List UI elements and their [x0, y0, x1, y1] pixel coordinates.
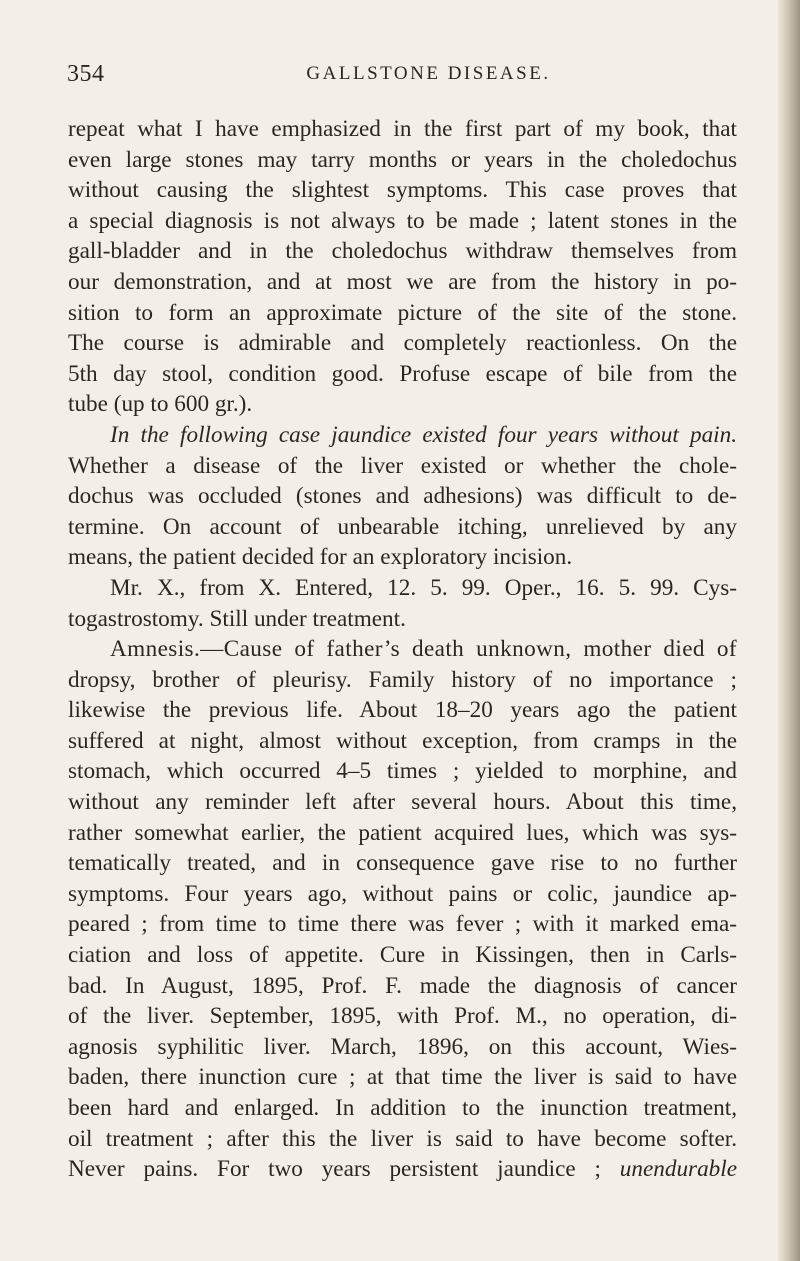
text-line: dochus was occluded (stones and adhesions) was difficult to de-	[68, 483, 737, 510]
paragraph-heading-italic: In the following case jaundice existed four years without pain.	[110, 421, 737, 448]
page-number: 354	[67, 61, 105, 87]
text-line: stomach, which occurred 4–5 times ; yielded to morphine, and	[68, 758, 737, 785]
text-line: of the liver. September, 1895, with Prof. M., no operation, di-	[68, 1003, 737, 1030]
text-line: oil treatment ; after this the liver is said to have become softer.	[68, 1125, 737, 1152]
text-line: been hard and enlarged. In addition to the inunction treatment,	[68, 1095, 737, 1121]
text-line: gall-bladder and in the choledochus withdraw themselves from	[68, 238, 737, 265]
text-line: a special diagnosis is not always to be made ; latent stones in the	[68, 207, 737, 234]
text-line: ciation and loss of appetite. Cure in Kissingen, then in Carls-	[68, 942, 737, 969]
text-line: means, the patient decided for an exploratory incision.	[68, 544, 573, 571]
text-line: The course is admirable and completely reactionless. On the	[68, 330, 737, 357]
text-line: dropsy, brother of pleurisy. Family history of no importance ;	[68, 666, 737, 693]
text-line-final	[68, 1154, 737, 1185]
text-line: togastrostomy. Still under treatment.	[68, 605, 406, 632]
page-edge-shadow	[778, 0, 800, 1261]
text-line: Mr. X., from X. Entered, 12. 5. 99. Oper., 16. 5. 99. Cys-	[110, 574, 737, 601]
text-line: agnosis syphilitic liver. March, 1896, on this account, Wies-	[68, 1033, 737, 1060]
body-text	[68, 114, 737, 1185]
text-line: our demonstration, and at most we are from the history in po-	[68, 268, 737, 295]
text-line: likewise the previous life. About 18–20 years ago the patient	[68, 697, 737, 724]
text-line: 5th day stool, condition good. Profuse escape of bile from the	[68, 360, 737, 387]
text-line: tube (up to 600 gr.).	[68, 391, 253, 418]
text-line: sition to form an approximate picture of the site of the stone.	[68, 299, 737, 326]
text-line: suffered at night, almost without exception, from cramps in the	[68, 727, 737, 754]
text-line: without any reminder left after several hours. About this time,	[68, 789, 737, 816]
text-line: symptoms. Four years ago, without pains or colic, jaundice ap-	[68, 880, 737, 907]
text-line: tematically treated, and in consequence gave rise to no further	[68, 850, 737, 877]
text-line: even large stones may tarry months or years in the choledochus	[68, 146, 737, 173]
text-line: Amnesis.—Cause of father’s death unknown, mother died of	[110, 636, 737, 663]
final-line-text: Never pains. For two years persistent jaundice ;	[68, 1156, 620, 1183]
final-line-italic-word: unendurable	[619, 1156, 737, 1183]
text-line: termine. On account of unbearable itching, unrelieved by any	[68, 513, 737, 540]
text-line: rather somewhat earlier, the patient acquired lues, which was sys-	[68, 819, 737, 846]
page-header	[67, 61, 740, 93]
text-line: Whether a disease of the liver existed or whether the chole-	[68, 452, 737, 479]
text-line: peared ; from time to time there was fever ; with it marked ema-	[68, 911, 737, 938]
text-line: baden, there inunction cure ; at that time the liver is said to have	[68, 1064, 737, 1091]
text-line: repeat what I have emphasized in the first part of my book, that	[68, 116, 737, 142]
text-line: bad. In August, 1895, Prof. F. made the diagnosis of cancer	[68, 972, 737, 999]
running-head: GALLSTONE DISEASE.	[306, 63, 551, 84]
text-line: without causing the slightest symptoms. This case proves that	[68, 177, 737, 204]
